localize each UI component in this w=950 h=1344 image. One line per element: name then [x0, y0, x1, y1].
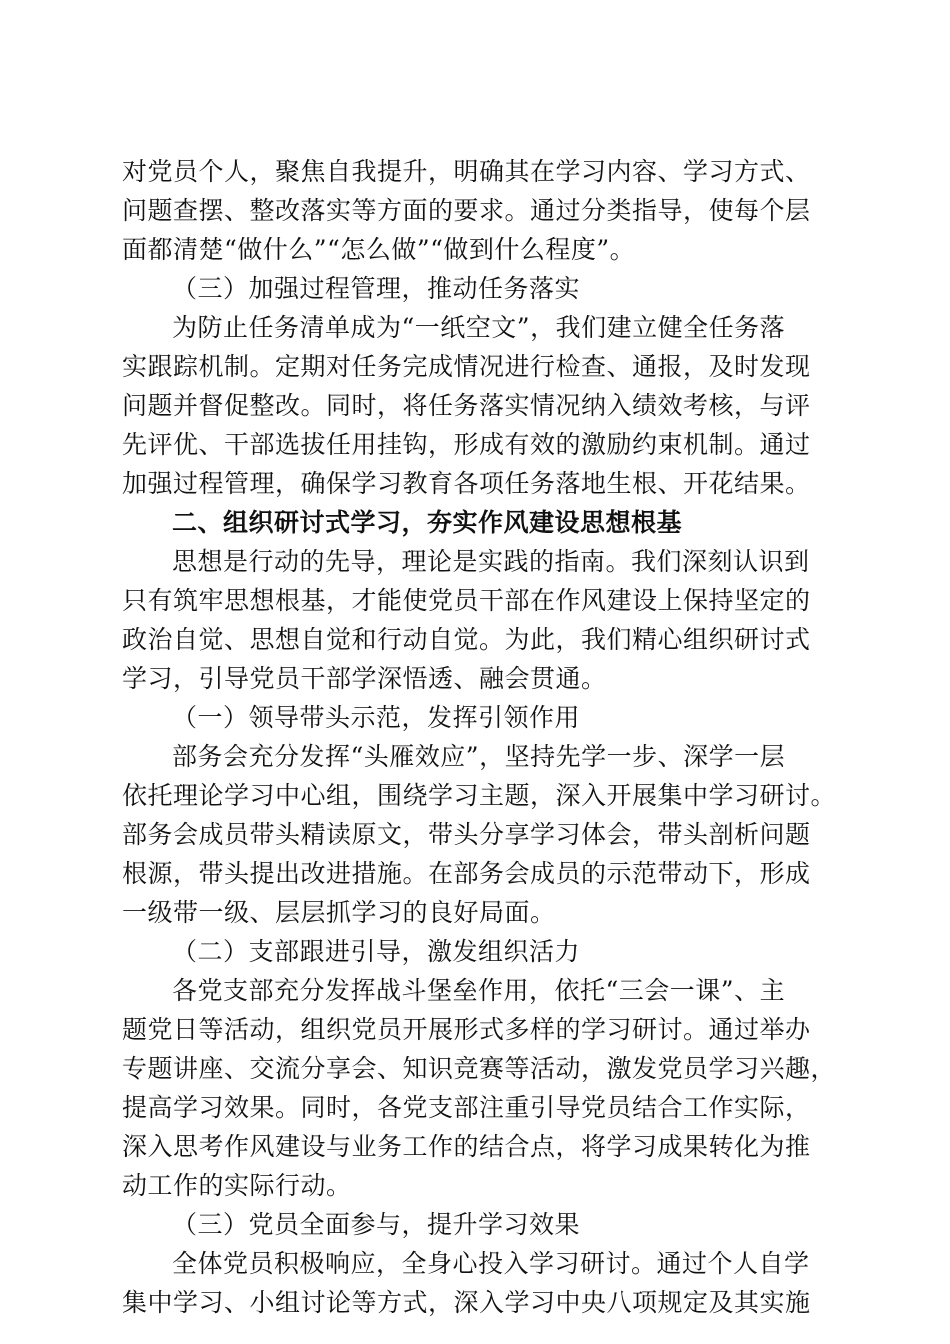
body-line: 深入思考作风建设与业务工作的结合点，将学习成果转化为推: [122, 1132, 811, 1161]
subsection-heading: （三）加强过程管理，推动任务落实: [172, 274, 581, 303]
body-line: 题党日等活动，组织党员开展形式多样的学习研讨。通过举办: [122, 1015, 811, 1044]
body-line: 先评优、干部选拔任用挂钩，形成有效的激励约束机制。通过: [122, 430, 811, 459]
body-line: 集中学习、小组讨论等方式，深入学习中央八项规定及其实施: [122, 1288, 811, 1317]
body-line: 政治自觉、思想自觉和行动自觉。为此，我们精心组织研讨式: [122, 625, 811, 654]
body-line: 一级带一级、层层抓学习的良好局面。: [122, 898, 556, 927]
body-line: 部务会充分发挥“头雁效应”，坚持先学一步、深学一层: [172, 742, 786, 771]
body-line: 学习，引导党员干部学深悟透、融会贯通。: [122, 664, 607, 693]
body-line: 提高学习效果。同时，各党支部注重引导党员结合工作实际，: [122, 1093, 811, 1122]
body-line: 专题讲座、交流分享会、知识竞赛等活动，激发党员学习兴趣，: [122, 1054, 837, 1083]
subsection-heading: （二）支部跟进引导，激发组织活力: [172, 937, 581, 966]
section-heading: 二、组织研讨式学习，夯实作风建设思想根基: [172, 508, 683, 537]
body-line: 面都清楚“做什么”“怎么做”“做到什么程度”。: [122, 235, 636, 264]
body-line: 对党员个人，聚焦自我提升，明确其在学习内容、学习方式、: [122, 157, 811, 186]
body-line: 思想是行动的先导，理论是实践的指南。我们深刻认识到: [172, 547, 810, 576]
body-line: 部务会成员带头精读原文，带头分享学习体会，带头剖析问题: [122, 820, 811, 849]
body-line: 各党支部充分发挥战斗堡垒作用，依托“三会一课”、主: [172, 976, 786, 1005]
body-line: 依托理论学习中心组，围绕学习主题，深入开展集中学习研讨。: [122, 781, 837, 810]
body-line: 全体党员积极响应，全身心投入学习研讨。通过个人自学: [172, 1249, 810, 1278]
body-line: 动工作的实际行动。: [122, 1171, 352, 1200]
body-line: 根源，带头提出改进措施。在部务会成员的示范带动下，形成: [122, 859, 811, 888]
subsection-heading: （一）领导带头示范，发挥引领作用: [172, 703, 581, 732]
body-line: 加强过程管理，确保学习教育各项任务落地生根、开花结果。: [122, 469, 811, 498]
body-line: 只有筑牢思想根基，才能使党员干部在作风建设上保持坚定的: [122, 586, 811, 615]
subsection-heading: （三）党员全面参与，提升学习效果: [172, 1210, 581, 1239]
body-line: 实跟踪机制。定期对任务完成情况进行检查、通报，及时发现: [122, 352, 811, 381]
body-line: 问题并督促整改。同时，将任务落实情况纳入绩效考核，与评: [122, 391, 811, 420]
body-line: 为防止任务清单成为“一纸空文”，我们建立健全任务落: [172, 313, 786, 342]
body-line: 问题查摆、整改落实等方面的要求。通过分类指导，使每个层: [122, 196, 811, 225]
